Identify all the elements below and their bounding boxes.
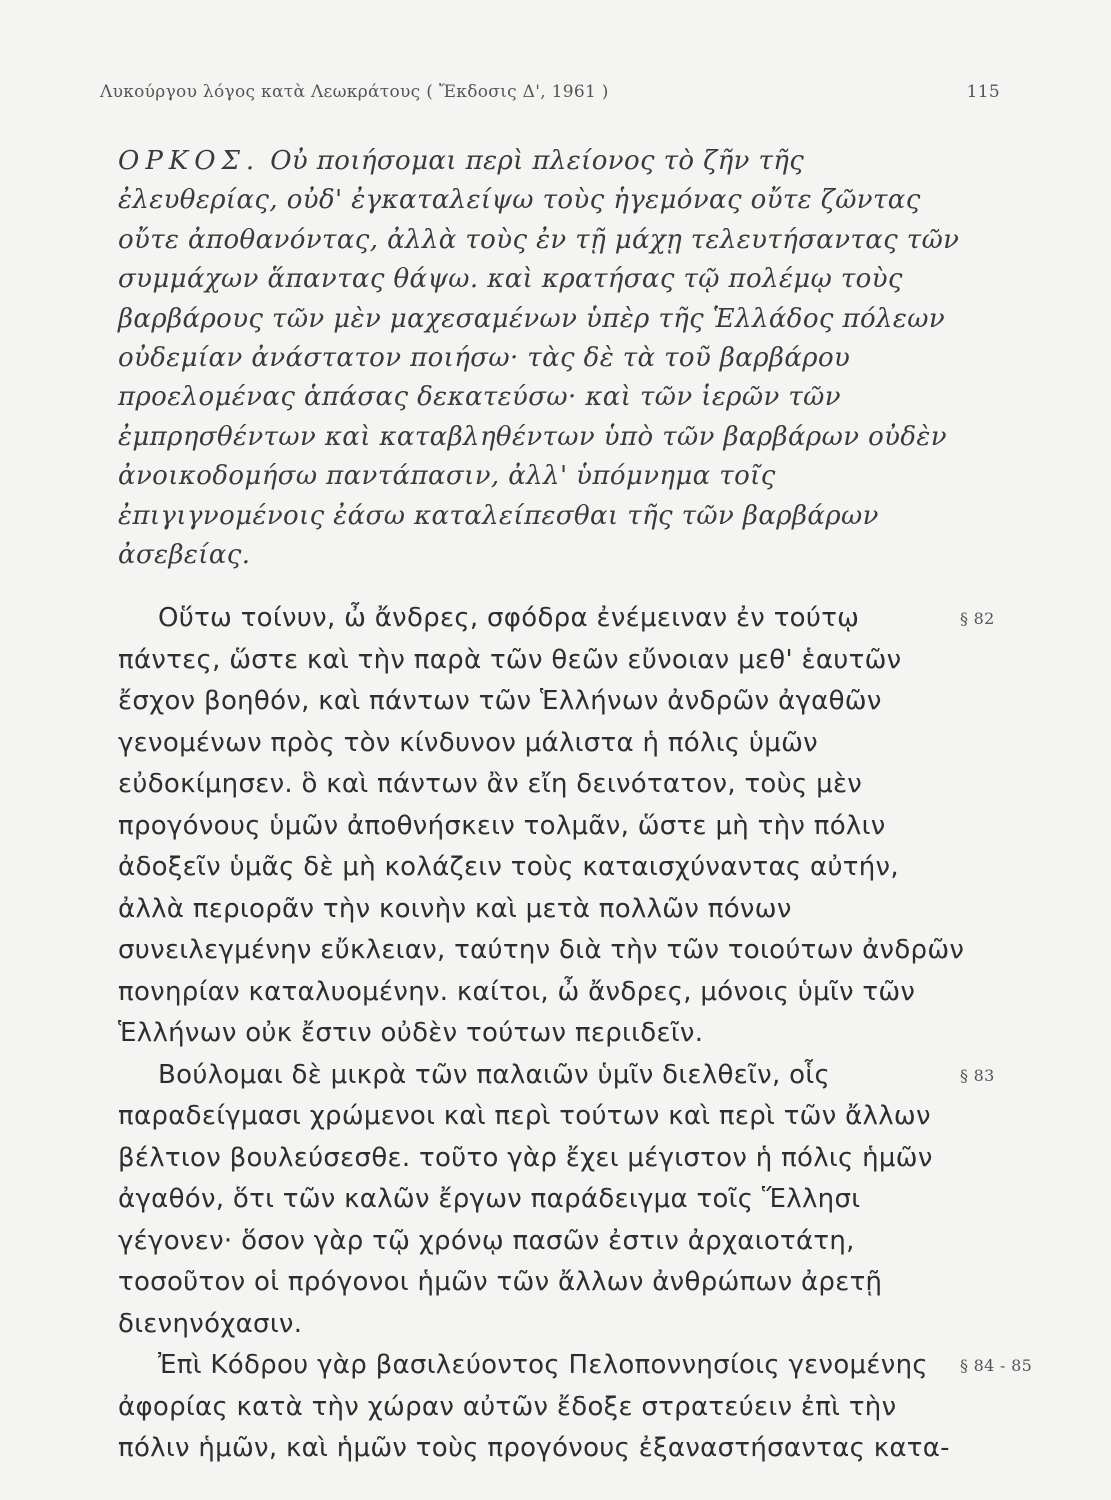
paragraph-text: Ἐπὶ Κόδρου γὰρ βασιλεύοντος Πελοποννησίοις γενομένης ἀφορίας κατὰ τὴν χώραν αὐτῶν ἔδοξε στρατεύειν ἐπὶ τὴν πόλιν ἡμῶν, καὶ ἡμῶν τοὺς προγόνους ἐξαναστήσαντας κατα- [118,1350,950,1463]
paragraph [118,1345,1033,1470]
paragraph-text: Οὕτω τοίνυν, ὦ ἄνδρες, σφόδρα ἐνέμειναν ἐν τούτῳ πάντες, ὥστε καὶ τὴν παρὰ τῶν θεῶν εὔνοιαν μεθ' ἑαυτῶν ἔσχον βοηθόν, καὶ πάντων τῶν Ἑλλήνων ἀνδρῶν ἀγαθῶν γενομένων πρὸς τὸν κίνδυνον μάλιστα ἡ πόλις ὑμῶν εὐδοκίμησεν. ὃ καὶ πάντων ἂν εἴη δεινότατον, τοὺς μὲν προγόνους ὑμῶν ἀποθνήσκειν τολμᾶν, ὥστε μὴ τὴν πόλιν ἀδοξεῖν ὑμᾶς δὲ μὴ κολάζειν τοὺς καταισχύναντας αὐτήν, ἀλλὰ περιορᾶν τὴν κοινὴν καὶ μετὰ πολλῶν πόνων συνειλεγμένην εὔκλειαν, ταύτην διὰ τὴν τῶν τοιούτων ἀνδρῶν πονηρίαν καταλυομένην. καίτοι, ὦ ἄνδρες, μόνοις ὑμῖν τῶν Ἑλλήνων οὐκ ἔστιν οὐδὲν τούτων περιιδεῖν. [118,603,965,1048]
section-marker: § 83 [960,1065,995,1085]
section-marker: § 84 - 85 [960,1356,1033,1375]
section-marker: § 82 [960,609,995,628]
running-header [100,82,1000,112]
oath-text: Οὐ ποιήσομαι περὶ πλείονος τὸ ζῆν τῆς ἐλευθερίας, οὐδ' ἐγκαταλείψω τοὺς ἡγεμόνας οὔτε ζῶντας οὔτε ἀποθανόντας, ἀλλὰ τοὺς ἐν τῇ μάχῃ τελευτήσαντας τῶν συμμάχων ἅπαντας θάψω. καὶ κρατήσας τῷ πολέμῳ τοὺς βαρβάρους τῶν μὲν μαχεσαμένων ὑπὲρ τῆς Ἑλλάδος πόλεων οὐδεμίαν ἀνάστατον ποιήσω· τὰς δὲ τὰ τοῦ βαρβάρου προελομένας ἁπάσας δεκατεύσω· καὶ τῶν ἱερῶν τῶν ἐμπρησθέντων καὶ καταβληθέντων ὑπὸ τῶν βαρβάρων οὐδὲν ἀνοικοδομήσω παντάπασιν, ἀλλ' ὑπόμνημα τοῖς ἐπιγιγνομένοις ἐάσω καταλείπεσθαι τῆς τῶν βαρβάρων ἀσεβείας. [118,146,960,571]
paragraph [118,598,995,1055]
speech-body [118,598,1033,1470]
paragraph [118,1055,995,1346]
page-number: 115 [966,82,1000,102]
paragraph-text: Βούλομαι δὲ μικρὰ τῶν παλαιῶν ὑμῖν διελθεῖν, οἷς παραδείγμασι χρώμενοι καὶ περὶ τούτων καὶ περὶ τῶν ἄλλων βέλτιον βουλεύσεσθε. τοῦτο γὰρ ἔχει μέγιστον ἡ πόλις ἡμῶν ἀγαθόν, ὅτι τῶν καλῶν ἔργων παράδειγμα τοῖς Ἕλλησι γέγονεν· ὅσον γὰρ τῷ χρόνῳ πασῶν ἐστιν ἀρχαιοτάτη, τοσοῦτον οἱ πρόγονοι ἡμῶν τῶν ἄλλων ἀνθρώπων ἀρετῇ διενηνόχασιν. [118,1059,933,1339]
oath-label: ΟΡΚΟΣ. [118,146,261,176]
oath-block [118,142,970,575]
running-title: Λυκούργου λόγος κατὰ Λεωκράτους ( Ἔκδοσις Δ', 1961 ) [100,82,609,102]
